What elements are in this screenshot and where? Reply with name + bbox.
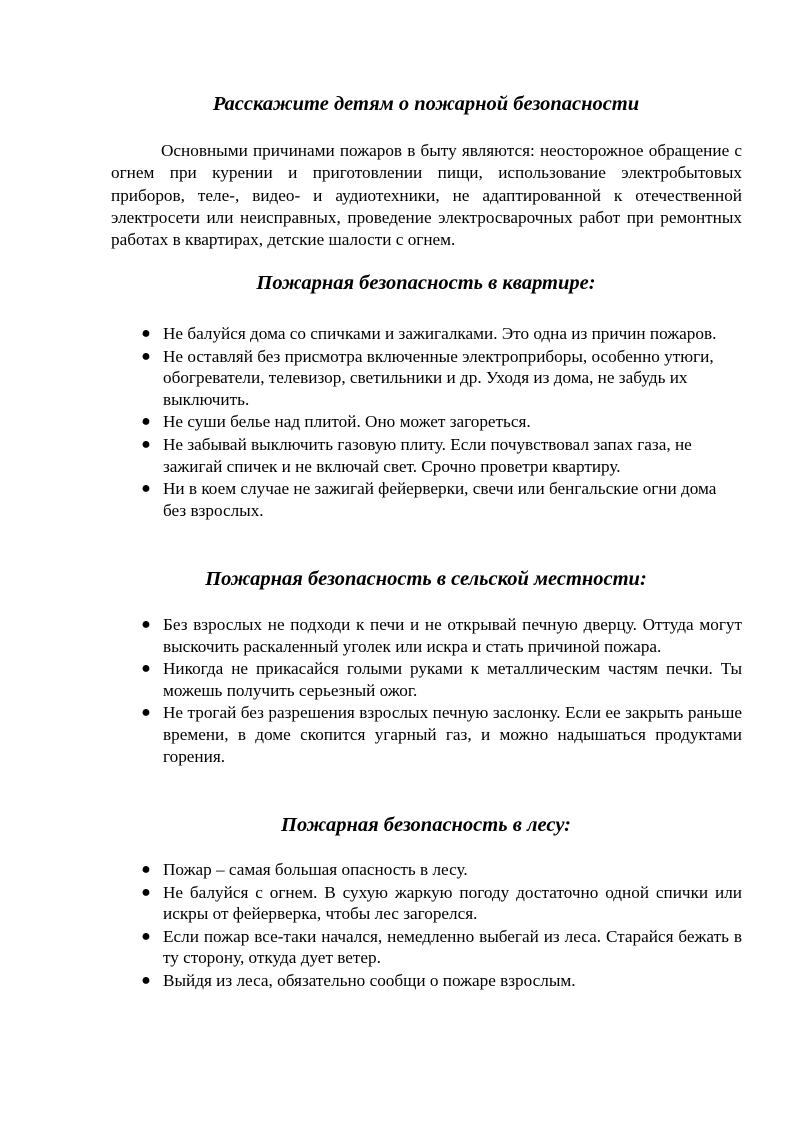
bullet-icon: ● bbox=[141, 883, 151, 901]
list-item-text: Выйдя из леса, обязательно сообщи о пожаре взрослым. bbox=[163, 970, 576, 990]
list-item-text: Не суши белье над плитой. Оно может загореться. bbox=[163, 412, 531, 432]
bullet-icon: ● bbox=[141, 347, 151, 365]
list-item-text: Не трогай без разрешения взрослых печную заслонку. Если ее закрыть раньше времени, в доме скопится угарный газ, и можно надышаться продуктами горения. bbox=[163, 703, 742, 766]
bullet-icon: ● bbox=[141, 861, 151, 878]
list-forest bbox=[0, 859, 742, 993]
list-item-text: Не забывай выключить газовую плиту. Если почувствовал запах газа, не зажигай спичек и не включай свет. Срочно проветри квартиру. bbox=[163, 434, 692, 476]
list-item bbox=[0, 346, 742, 411]
list-item bbox=[0, 859, 742, 881]
list-item-text: Не балуйся с огнем. В сухую жаркую погоду достаточно одной спички или искры от фейерверка, чтобы лес загорелся. bbox=[163, 882, 742, 924]
list-item bbox=[0, 323, 742, 345]
list-item bbox=[0, 614, 742, 657]
page-title: Расскажите детям о пожарной безопасности bbox=[212, 93, 640, 115]
list-item bbox=[0, 658, 742, 701]
list-item-text: Не оставляй без присмотра включенные электроприборы, особенно утюги, обогреватели, телевизор, светильники и др. Уходя из дома, не забудь их выключить. bbox=[163, 346, 714, 409]
bullet-icon: ● bbox=[141, 435, 151, 453]
bullet-icon: ● bbox=[141, 704, 151, 722]
list-item-text: Без взрослых не подходи к печи и не открывай печную дверцу. Оттуда могут выскочить раскаленный уголек или искра и стать причиной пожара. bbox=[163, 615, 742, 656]
list-item bbox=[0, 970, 742, 992]
section-heading-countryside: Пожарная безопасность в сельской местности: bbox=[205, 568, 647, 590]
intro-paragraph: Основными причинами пожаров в быту являются: неосторожное обращение с огнем при курении и приготовлении пищи, использование электробытовых приборов, теле-, видео- и аудиотехники, не адаптированной к отечественной электросети или неисправных, проведение электросварочных работ при ремонтных работах в квартирах, детские шалости с огнем. bbox=[111, 141, 742, 250]
list-item-text: Никогда не прикасайся голыми руками к металлическим частям печки. Ты можешь получить серьезный ожог. bbox=[163, 659, 742, 700]
list-item-text: Пожар – самая большая опасность в лесу. bbox=[163, 860, 468, 879]
list-item-text: Не балуйся дома со спичками и зажигалками. Это одна из причин пожаров. bbox=[163, 324, 717, 343]
list-apartment bbox=[0, 323, 742, 522]
list-item bbox=[0, 434, 742, 477]
bullet-icon: ● bbox=[141, 325, 151, 342]
bullet-icon: ● bbox=[141, 413, 151, 431]
list-item-text: Ни в коем случае не зажигай фейерверки, свечи или бенгальские огни дома без взрослых. bbox=[163, 479, 717, 520]
list-item bbox=[0, 926, 742, 969]
list-item bbox=[0, 882, 742, 925]
bullet-icon: ● bbox=[141, 927, 151, 945]
bullet-icon: ● bbox=[141, 480, 151, 498]
list-item bbox=[0, 478, 742, 521]
list-item bbox=[0, 702, 742, 767]
section-heading-forest: Пожарная безопасность в лесу: bbox=[281, 814, 571, 836]
list-item bbox=[0, 411, 742, 433]
section-heading-apartment: Пожарная безопасность в квартире: bbox=[256, 272, 596, 294]
bullet-icon: ● bbox=[141, 616, 151, 633]
bullet-icon: ● bbox=[141, 971, 151, 989]
list-countryside bbox=[0, 614, 742, 768]
bullet-icon: ● bbox=[141, 660, 151, 678]
list-item-text: Если пожар все-таки начался, немедленно выбегай из леса. Старайся бежать в ту сторону, откуда дует ветер. bbox=[163, 926, 742, 968]
